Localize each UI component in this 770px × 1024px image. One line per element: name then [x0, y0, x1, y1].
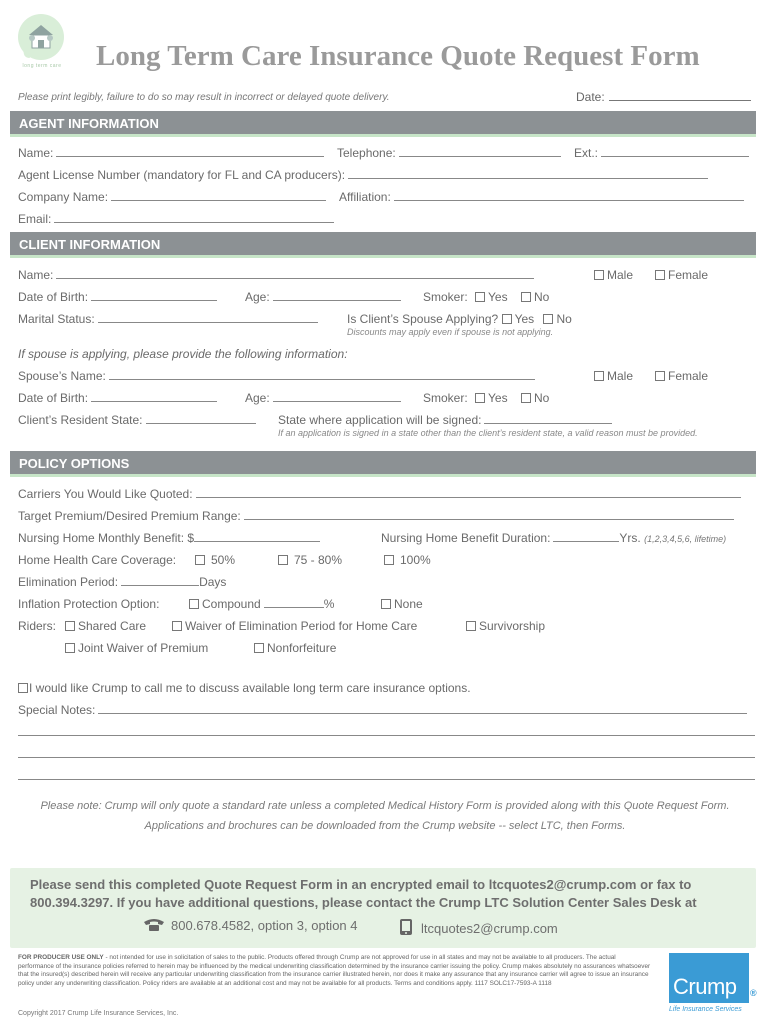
spouse-dob-label: Date of Birth:	[18, 391, 89, 405]
no-label: No	[533, 391, 550, 405]
special-notes-line-2[interactable]	[18, 735, 755, 736]
agent-ext-field[interactable]	[574, 146, 749, 160]
target-premium-line[interactable]	[244, 510, 734, 520]
special-notes-field[interactable]	[18, 703, 747, 717]
agent-telephone-label: Telephone:	[337, 146, 396, 160]
nh-monthly-label: Nursing Home Monthly Benefit: $	[18, 531, 195, 545]
spouse-dob-field[interactable]	[18, 391, 217, 405]
checkbox-icon[interactable]	[195, 555, 205, 565]
carriers-field[interactable]	[18, 487, 741, 501]
joint-waiver-checkbox[interactable]	[65, 641, 208, 655]
discount-note: Discounts may apply even if spouse is not applying.	[347, 327, 554, 337]
agent-section-header: AGENT INFORMATION	[10, 111, 756, 137]
carriers-line[interactable]	[196, 488, 741, 498]
signed-state-note: If an application is signed in a state other than the client’s resident state, a valid reason must be provided.	[278, 428, 698, 438]
compound-label: Compound	[202, 597, 261, 611]
survivorship-label: Survivorship	[479, 619, 546, 633]
spouse-age-line[interactable]	[273, 392, 401, 402]
agent-name-label: Name:	[18, 146, 54, 160]
affiliation-label: Affiliation:	[339, 190, 391, 204]
contact-phone	[143, 918, 358, 933]
agent-email-field[interactable]	[18, 212, 334, 226]
company-name-field[interactable]	[18, 190, 326, 204]
checkbox-icon[interactable]	[655, 371, 665, 381]
nh-duration-field[interactable]	[381, 531, 726, 545]
compound-line[interactable]	[264, 598, 324, 608]
hhc-label: Home Health Care Coverage:	[18, 553, 177, 567]
joint-waiver-label: Joint Waiver of Premium	[78, 641, 209, 655]
date-label: Date:	[576, 90, 605, 104]
agent-license-line[interactable]	[348, 169, 708, 179]
registered-mark: ®	[750, 988, 757, 998]
spouse-smoker-field	[423, 391, 549, 405]
checkbox-icon[interactable]	[594, 371, 604, 381]
marital-status-field[interactable]	[18, 312, 318, 326]
checkbox-icon[interactable]	[278, 555, 288, 565]
intro-instructions: Please print legibly, failure to do so may result in incorrect or delayed quote delivery.	[18, 92, 390, 103]
checkbox-icon[interactable]	[172, 621, 182, 631]
client-smoker-no[interactable]	[521, 290, 549, 304]
percent-label: %	[323, 597, 335, 611]
checkbox-icon[interactable]	[466, 621, 476, 631]
yrs-label: Yrs.	[619, 531, 641, 545]
logo-caption: long term care	[22, 63, 62, 69]
checkbox-icon[interactable]	[384, 555, 394, 565]
company-name-label: Company Name:	[18, 190, 109, 204]
agent-telephone-line[interactable]	[399, 147, 561, 157]
nh-monthly-line[interactable]	[194, 532, 320, 542]
elimination-label: Elimination Period:	[18, 575, 119, 589]
agent-name-line[interactable]	[56, 147, 324, 157]
signed-state-line[interactable]	[484, 414, 612, 424]
spouse-applying-yes[interactable]	[502, 312, 535, 326]
no-label: No	[556, 312, 572, 326]
telephone-icon	[143, 918, 165, 932]
copyright: Copyright 2017 Crump Life Insurance Services, Inc.	[18, 1010, 179, 1017]
yrs-options: (1,2,3,4,5,6, lifetime)	[644, 534, 727, 544]
nonforfeiture-checkbox[interactable]	[254, 641, 336, 655]
nh-monthly-field[interactable]	[18, 531, 320, 545]
page-title: Long Term Care Insurance Quote Request Form	[96, 40, 700, 72]
no-label: No	[533, 290, 550, 304]
female-label: Female	[668, 268, 709, 282]
client-female-checkbox[interactable]	[655, 268, 708, 282]
spouse-smoker-yes[interactable]	[475, 391, 508, 405]
nonforfeiture-label: Nonforfeiture	[267, 641, 337, 655]
agent-license-label: Agent License Number (mandatory for FL and CA producers):	[18, 168, 346, 182]
spouse-male-checkbox[interactable]	[594, 369, 633, 383]
spouse-name-label: Spouse’s Name:	[18, 369, 106, 383]
affiliation-field[interactable]	[339, 190, 744, 204]
signed-state-field[interactable]	[278, 413, 612, 427]
compound-field[interactable]	[189, 597, 334, 611]
call-me-checkbox[interactable]	[18, 681, 471, 695]
yes-label: Yes	[514, 312, 535, 326]
spouse-applying-field	[347, 312, 572, 326]
elimination-field[interactable]	[18, 575, 226, 589]
client-dob-line[interactable]	[91, 291, 217, 301]
inflation-label: Inflation Protection Option:	[18, 597, 160, 611]
spouse-applying-label: Is Client’s Spouse Applying?	[347, 312, 499, 326]
marital-status-line[interactable]	[98, 313, 318, 323]
spouse-smoker-label: Smoker:	[423, 391, 468, 405]
crump-wordmark: Crump	[673, 974, 737, 999]
target-premium-field[interactable]	[18, 509, 734, 523]
client-smoker-label: Smoker:	[423, 290, 468, 304]
download-note: Applications and brochures can be downloaded from the Crump website -- select LTC, then Forms.	[144, 820, 626, 832]
submission-line-1: Please send this completed Quote Request Form in an encrypted email to ltcquotes2@crump.com or fax to	[30, 877, 692, 892]
agent-ext-line[interactable]	[601, 147, 749, 157]
spouse-applying-no[interactable]	[543, 312, 571, 326]
agent-telephone-field[interactable]	[337, 146, 561, 160]
yes-label: Yes	[488, 290, 508, 304]
producer-disclaimer	[18, 954, 652, 988]
crump-tagline: Life Insurance Services	[669, 1006, 742, 1013]
male-label: Male	[607, 268, 634, 282]
checkbox-icon[interactable]	[381, 599, 391, 609]
resident-state-line[interactable]	[146, 414, 256, 424]
checkbox-icon[interactable]	[475, 292, 485, 302]
resident-state-label: Client’s Resident State:	[18, 413, 143, 427]
none-checkbox[interactable]	[381, 597, 423, 611]
survivorship-checkbox[interactable]	[466, 619, 545, 633]
agent-ext-label: Ext.:	[574, 146, 599, 160]
checkbox-icon[interactable]	[189, 599, 199, 609]
email-link[interactable]: ltcquotes2@crump.com	[421, 921, 558, 936]
logo	[18, 14, 66, 70]
agent-license-field[interactable]	[18, 168, 708, 182]
riders-label: Riders:	[18, 619, 57, 633]
spouse-female-checkbox[interactable]	[655, 369, 708, 383]
hhc-100-label: 100%	[400, 553, 431, 567]
disclaimer-label: FOR PRODUCER USE ONLY	[18, 954, 104, 961]
nh-duration-line[interactable]	[553, 532, 619, 542]
submission-line-2: 800.394.3297. If you have additional questions, please contact the Crump LTC Solution Center Sales Desk at	[30, 895, 697, 910]
hhc-50-label: 50%	[211, 553, 236, 567]
client-section-header: CLIENT INFORMATION	[10, 232, 756, 258]
spouse-dob-line[interactable]	[91, 392, 217, 402]
waiver-elimination-label: Waiver of Elimination Period for Home Care	[185, 619, 418, 633]
client-name-line[interactable]	[56, 269, 534, 279]
carriers-label: Carriers You Would Like Quoted:	[18, 487, 193, 501]
client-smoker-field	[423, 290, 549, 304]
phone-text: 800.678.4582, option 3, option 4	[171, 918, 358, 933]
checkbox-icon[interactable]	[502, 314, 512, 324]
mobile-icon	[399, 918, 413, 936]
client-age-label: Age:	[245, 290, 270, 304]
yes-label: Yes	[488, 391, 508, 405]
none-label: None	[394, 597, 423, 611]
hhc-75-label: 75 - 80%	[294, 553, 343, 567]
checkbox-icon[interactable]	[65, 643, 75, 653]
client-name-label: Name:	[18, 268, 54, 282]
disclaimer-text: - not intended for use in solicitation of sales to the public. Products offered through Crump are not approved for use in all states and may not be available to all producers. The actual performance of the insurance policies referred to herein may be influenced by the medical underwriting classification determined by the insurance carrier issuing the policy. Crump makes absolutely no assurances whatsoever that the insured(s) described herein will receive any particular underwriting classification from the insurance carrier illustrated herein, nor does it make any assurance that any insurance carrier will agree to issue an insurance policy under any underwriting classification. Policy riders are available at an additional cost and may not be available for all products. Terms and conditions apply. 1117 SOLC17-7593-A 1118	[18, 954, 651, 987]
hhc-75-checkbox[interactable]	[278, 553, 342, 567]
date-line[interactable]	[609, 90, 751, 101]
spouse-age-label: Age:	[245, 391, 270, 405]
client-dob-field[interactable]	[18, 290, 217, 304]
spouse-name-field[interactable]	[18, 369, 535, 383]
house-icon	[18, 14, 64, 60]
date-field[interactable]	[576, 90, 751, 104]
checkbox-icon[interactable]	[254, 643, 264, 653]
contact-email[interactable]	[399, 918, 558, 936]
policy-section-header: POLICY OPTIONS	[10, 451, 756, 477]
days-label: Days	[199, 575, 227, 589]
nh-duration-label: Nursing Home Benefit Duration:	[381, 531, 551, 545]
agent-email-label: Email:	[18, 212, 52, 226]
checkbox-icon[interactable]	[594, 270, 604, 280]
checkbox-icon[interactable]	[655, 270, 665, 280]
male-label: Male	[607, 369, 634, 383]
female-label: Female	[668, 369, 709, 383]
call-me-label: I would like Crump to call me to discuss available long term care insurance options.	[29, 681, 471, 695]
checkbox-icon[interactable]	[65, 621, 75, 631]
checkbox-icon[interactable]	[475, 393, 485, 403]
signed-state-label: State where application will be signed:	[278, 413, 482, 427]
checkbox-icon[interactable]	[521, 393, 531, 403]
target-premium-label: Target Premium/Desired Premium Range:	[18, 509, 241, 523]
spouse-age-field[interactable]	[245, 391, 401, 405]
client-age-field[interactable]	[245, 290, 401, 304]
spouse-name-line[interactable]	[109, 370, 535, 380]
checkbox-icon[interactable]	[521, 292, 531, 302]
hhc-100-checkbox[interactable]	[384, 553, 431, 567]
special-notes-line-3[interactable]	[18, 757, 755, 758]
hhc-50-checkbox[interactable]	[195, 553, 235, 567]
agent-name-field[interactable]	[18, 146, 324, 160]
spouse-smoker-no[interactable]	[521, 391, 549, 405]
client-age-line[interactable]	[273, 291, 401, 301]
please-note: Please note: Crump will only quote a standard rate unless a completed Medical History Form is provided along with this Quote Request Form.	[40, 800, 730, 812]
client-smoker-yes[interactable]	[475, 290, 508, 304]
spouse-intro: If spouse is applying, please provide the following information:	[18, 347, 348, 361]
marital-status-label: Marital Status:	[18, 312, 95, 326]
shared-care-label: Shared Care	[78, 619, 147, 633]
waiver-elimination-checkbox[interactable]	[172, 619, 417, 633]
special-notes-line[interactable]	[98, 704, 747, 714]
client-male-checkbox[interactable]	[594, 268, 633, 282]
affiliation-line[interactable]	[394, 191, 744, 201]
checkbox-icon[interactable]	[18, 683, 28, 693]
special-notes-label: Special Notes:	[18, 703, 96, 717]
resident-state-field[interactable]	[18, 413, 256, 427]
submission-instructions	[30, 876, 740, 912]
special-notes-line-4[interactable]	[18, 779, 755, 780]
shared-care-checkbox[interactable]	[65, 619, 146, 633]
checkbox-icon[interactable]	[543, 314, 553, 324]
company-name-line[interactable]	[111, 191, 326, 201]
elimination-line[interactable]	[121, 576, 199, 586]
agent-email-line[interactable]	[54, 213, 334, 223]
client-name-field[interactable]	[18, 268, 534, 282]
client-dob-label: Date of Birth:	[18, 290, 89, 304]
